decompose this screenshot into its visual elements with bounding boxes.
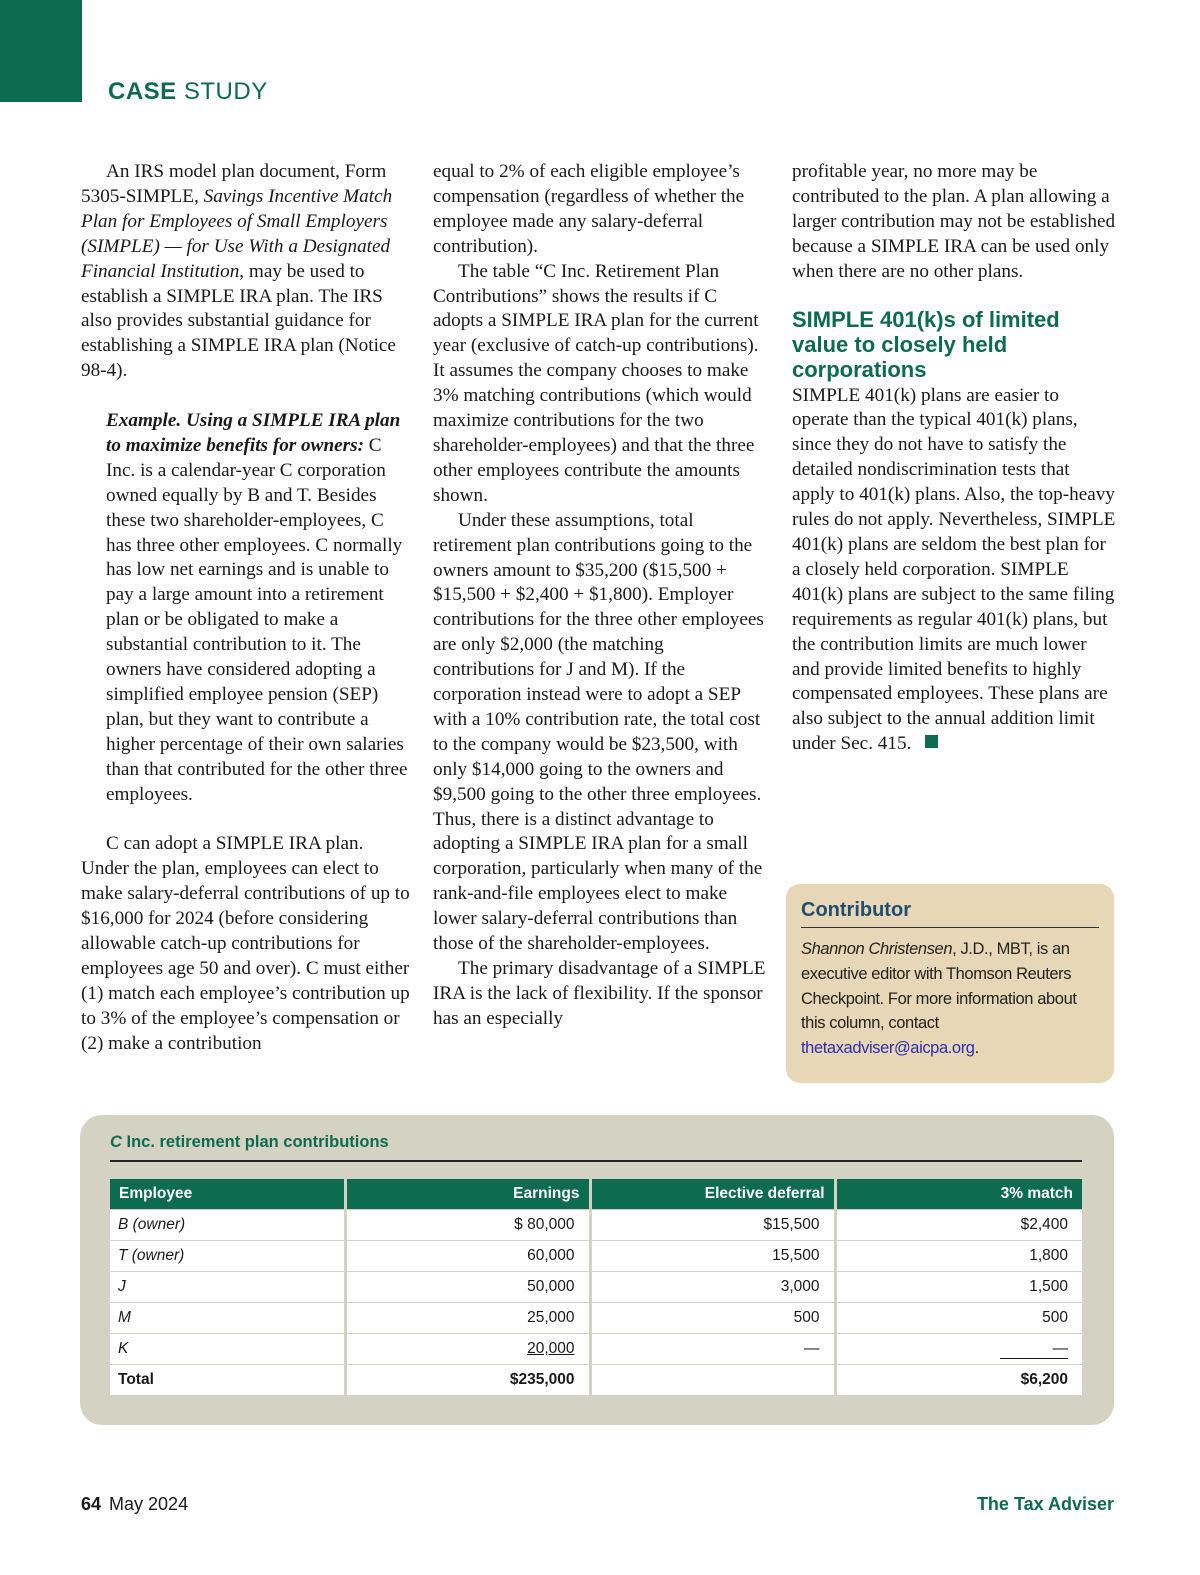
- table-cell: $ 80,000: [345, 1210, 590, 1241]
- contributor-bio: Shannon Christensen, J.D., MBT, is an executive editor with Thomson Reuters Checkpoint. For more information about this column, contact thetaxadviser@aicpa.org.: [801, 940, 1077, 1058]
- table-cell: $6,200: [835, 1365, 1082, 1396]
- table-cell: 15,500: [590, 1241, 835, 1272]
- paragraph: equal to 2% of each eligible employee’s compensation (regardless of whether the employee made any salary-deferral contribution).: [433, 161, 745, 257]
- table-row: [110, 1210, 1082, 1241]
- table-cell: T (owner): [110, 1241, 345, 1272]
- text-column-3: [792, 160, 1117, 757]
- publication-name: The Tax Adviser: [976, 1494, 1114, 1514]
- table-cell: M: [110, 1303, 345, 1334]
- paragraph: C can adopt a SIMPLE IRA plan. Under the plan, employees can elect to make salary-deferral contributions of up to $16,000 for 2024 (before considering allowable catch-up contributions for employees age 50 and over). C must either (1) match each employee’s contribution up to 3% of the employee’s compensation or (2) make a contribution: [81, 833, 410, 1054]
- table-cell: 1,800: [835, 1241, 1082, 1272]
- text-column-1: [81, 160, 411, 1057]
- contributor-box: [786, 884, 1114, 1083]
- table-cell: J: [110, 1272, 345, 1303]
- contributor-title: Contributor: [801, 899, 1099, 928]
- table-cell: 25,000: [345, 1303, 590, 1334]
- table-title: C Inc. retirement plan contributions: [110, 1133, 1082, 1162]
- table-cell: 3,000: [590, 1272, 835, 1303]
- table-cell: K: [110, 1334, 345, 1365]
- contributions-table: [110, 1179, 1082, 1395]
- paragraph: SIMPLE 401(k) plans are easier to operate than the typical 401(k) plans, since they do not have to satisfy the detailed nondiscrimination tests that apply to 401(k) plans. Also, the top-heavy rules do not apply. Nevertheless, SIMPLE 401(k) plans are seldom the best plan for a closely held corporation. SIMPLE 401(k) plans are subject to the same filing requirements as regular 401(k) plans, but the contribution limits are much lower and provide limited benefits to highly compensated employees. These plans are also subject to the annual addition limit under Sec. 415.: [792, 384, 1116, 755]
- table-cell: —: [835, 1334, 1082, 1365]
- table-row: [110, 1334, 1082, 1365]
- table-cell: 60,000: [345, 1241, 590, 1272]
- contributions-table-box: [80, 1115, 1114, 1425]
- text-column-2: [433, 160, 768, 1032]
- paragraph: An IRS model plan document, Form 5305-SIMPLE, Savings Incentive Match Plan for Employees of Small Employers (SIMPLE) — for Use With a Designated Financial Institution, may be used to establish a SIMPLE IRA plan. The IRS also provides substantial guidance for establishing a SIMPLE IRA plan (Notice 98-4).: [81, 161, 396, 382]
- example-paragraph: Example. Using a SIMPLE IRA plan to maximize benefits for owners: C Inc. is a calendar-year C corporation owned equally by B and T. Besides these two shareholder-employees, C has three other employees. C normally has low net earnings and is unable to pay a large amount into a retirement plan or be obligated to make a substantial contribution to it. The owners have considered adopting a simplified employee pension (SEP) plan, but they want to contribute a higher percentage of their own salaries than that contributed for the other three employees.: [106, 410, 408, 805]
- column-header: Employee: [110, 1179, 345, 1210]
- table-cell: Total: [110, 1365, 345, 1396]
- section-label: [108, 78, 268, 106]
- table-header-row: [110, 1179, 1082, 1210]
- table-cell: 20,000: [345, 1334, 590, 1365]
- column-header: 3% match: [835, 1179, 1082, 1210]
- table-cell: 500: [835, 1303, 1082, 1334]
- paragraph: Under these assumptions, total retirement plan contributions going to the owners amount to $35,200 ($15,500 + $15,500 + $2,400 + $1,800). Employer contributions for the three other employees are only $2,000 (the matching contributions for J and M). If the corporation instead were to adopt a SEP with a 10% contribution rate, the total cost to the company would be $23,500, with only $14,000 going to the owners and $9,500 going to the other three employees. Thus, there is a distinct advantage to adopting a SIMPLE IRA plan for a small corporation, particularly when many of the rank-and-file employees elect to make lower salary-deferral contributions than those of the shareholder-employees.: [433, 509, 764, 955]
- paragraph: profitable year, no more may be contributed to the plan. A plan allowing a larger contribution may not be established because a SIMPLE IRA can be used only when there are no other plans.: [792, 161, 1116, 282]
- paragraph: The table “C Inc. Retirement Plan Contributions” shows the results if C adopts a SIMPLE IRA plan for the current year (exclusive of catch-up contributions). It assumes the company chooses to make 3% matching contributions (which would maximize contributions for the two shareholder-employees) and that the three other employees contribute the amounts shown.: [433, 260, 759, 506]
- table-cell: 50,000: [345, 1272, 590, 1303]
- paragraph: The primary disadvantage of a SIMPLE IRA is the lack of flexibility. If the sponsor has an especially: [433, 958, 766, 1029]
- issue-date: May 2024: [109, 1494, 189, 1514]
- table-cell: $15,500: [590, 1210, 835, 1241]
- table-cell: 1,500: [835, 1272, 1082, 1303]
- table-cell: $235,000: [345, 1365, 590, 1396]
- table-row: [110, 1303, 1082, 1334]
- page-number: 64: [81, 1494, 102, 1514]
- section-label-bold: CASE: [108, 78, 177, 105]
- end-of-article-mark: [925, 735, 938, 748]
- table-cell: $2,400: [835, 1210, 1082, 1241]
- column-header: Elective deferral: [590, 1179, 835, 1210]
- section-heading: SIMPLE 401(k)s of limited value to closely held corporations: [792, 306, 1060, 382]
- table-row: [110, 1272, 1082, 1303]
- section-label-light: STUDY: [183, 78, 268, 105]
- table-cell: —: [590, 1334, 835, 1365]
- contributor-name: Shannon Christensen: [801, 940, 953, 958]
- column-header: Earnings: [345, 1179, 590, 1210]
- contributor-email-link[interactable]: thetaxadviser@aicpa.org: [801, 1039, 975, 1058]
- table-cell: 500: [590, 1303, 835, 1334]
- table-cell: [590, 1365, 835, 1396]
- footer-page-info: [81, 1494, 188, 1515]
- table-total-row: [110, 1365, 1082, 1396]
- header-green-block: [0, 0, 82, 102]
- table-row: [110, 1241, 1082, 1272]
- table-cell: B (owner): [110, 1210, 345, 1241]
